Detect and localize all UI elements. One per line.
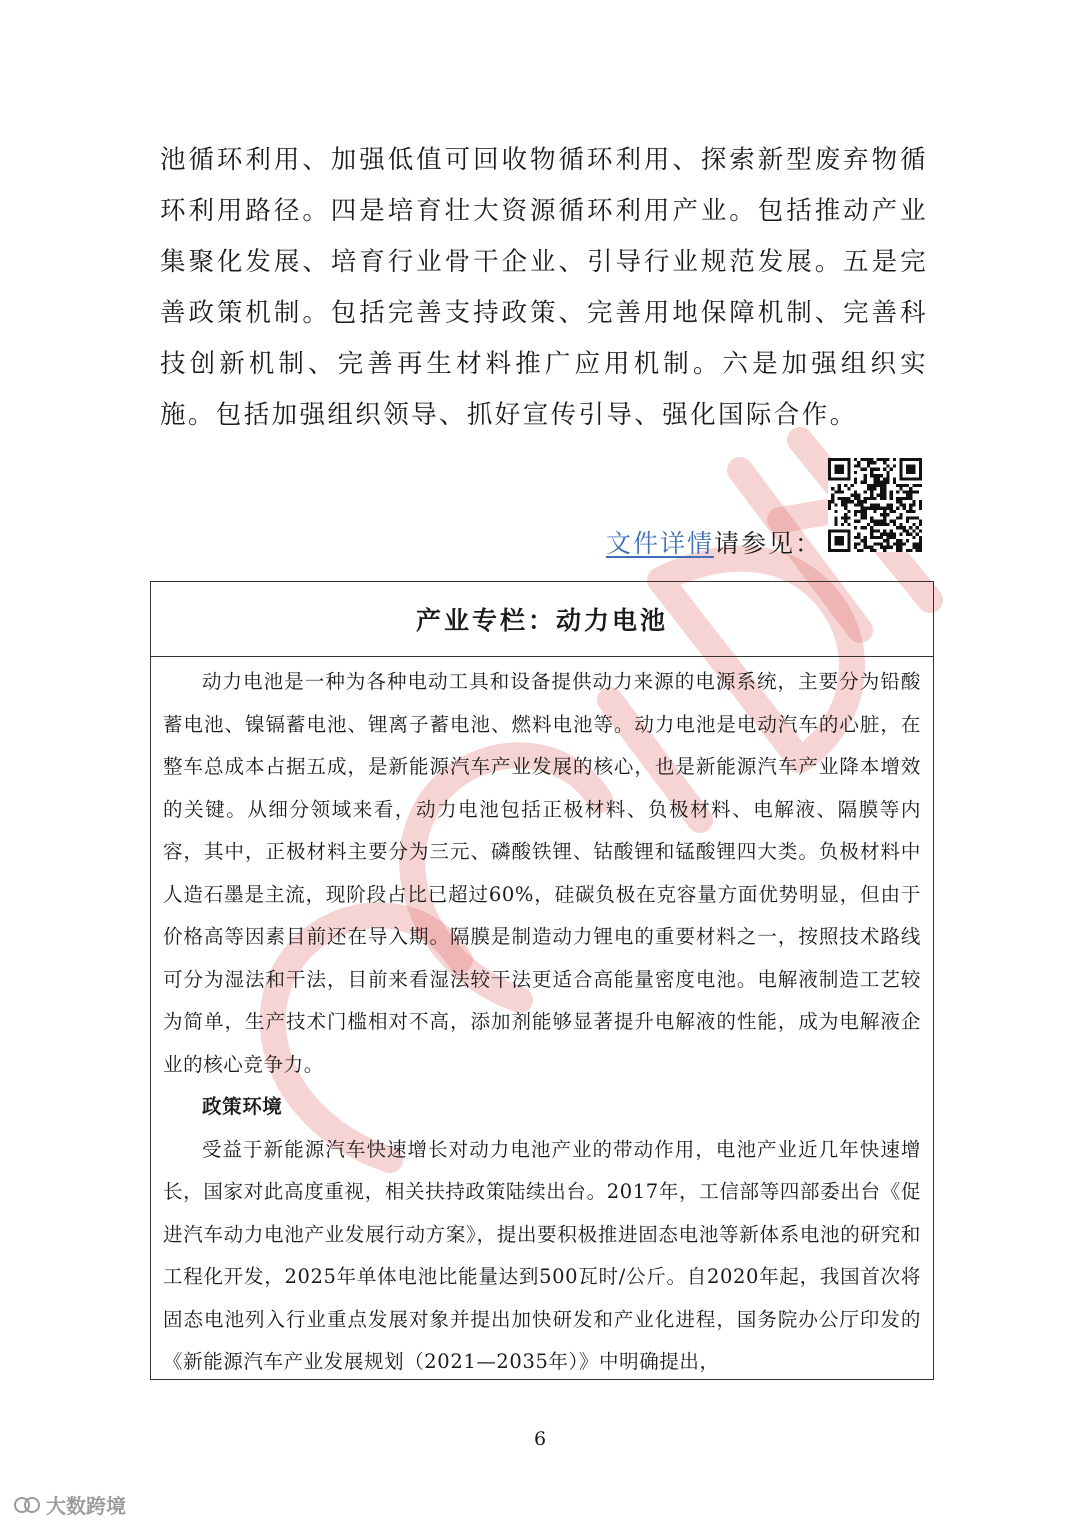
page-number: 6 bbox=[533, 1428, 547, 1450]
column-title: 产业专栏：动力电池 bbox=[151, 582, 933, 657]
column-paragraph-intro: 动力电池是一种为各种电动工具和设备提供动力来源的电源系统，主要分为铅酸蓄电池、镍镉蓄电池、锂离子蓄电池、燃料电池等。动力电池是电动汽车的心脏，在整车总成本占据五成，是新能源汽车产业发展的核心，也是新能源汽车产业降本增效的关键。从细分领域来看，动力电池包括正极材料、负极材料、电解液、隔膜等内容，其中，正极材料主要分为三元、磷酸铁锂、钴酸锂和锰酸锂四大类。负极材料中人造石墨是主流，现阶段占比已超过60%，硅碳负极在克容量方面优势明显，但由于价格高等因素目前还在导入期。隔膜是制造动力锂电的重要材料之一，按照技术路线可分为湿法和干法，目前来看湿法较干法更适合高能量密度电池。电解液制造工艺较为简单，生产技术门槛相对不高，添加剂能够显著提升电解液的性能，成为电解液企业的核心竞争力。 bbox=[163, 670, 921, 1076]
column-paragraph-policy: 受益于新能源汽车快速增长对动力电池产业的带动作用，电池产业近几年快速增长，国家对此高度重视，相关扶持政策陆续出台。2017年，工信部等四部委出台《促进汽车动力电池产业发展行动方案》，提出要积极推进固态电池等新体系电池的研究和工程化开发，2025年单体电池比能量达到500瓦时/公斤。自2020年起，我国首次将固态电池列入行业重点发展对象并提出加快研发和产业化进程，国务院办公厅印发的《新能源汽车产业发展规划（2021—2035年）》中明确提出， bbox=[163, 1137, 921, 1373]
qr-code-icon bbox=[828, 458, 922, 552]
brand-logo-icon bbox=[14, 1495, 40, 1515]
body-paragraph: 池循环利用、加强低值可回收物循环利用、探索新型废弃物循环利用路径。四是培育壮大资源循环利用产业。包括推动产业集聚化发展、培育行业骨干企业、引导行业规范发展。五是完善政策机制。包括完善支持政策、完善用地保障机制、完善科技创新机制、完善再生材料推广应用机制。六是加强组织实施。包括加强组织领导、抓好宣传引导、强化国际合作。 bbox=[160, 145, 928, 430]
file-details-line bbox=[606, 524, 822, 560]
footer-brand bbox=[14, 1490, 126, 1519]
file-details-link[interactable]: 文件详情 bbox=[606, 529, 715, 558]
column-body bbox=[151, 657, 933, 1384]
file-details-suffix: 请参见： bbox=[714, 529, 823, 558]
industry-column-box bbox=[150, 581, 934, 1380]
footer-brand-text: 大数跨境 bbox=[46, 1494, 126, 1518]
column-subheading-policy: 政策环境 bbox=[202, 1095, 283, 1118]
